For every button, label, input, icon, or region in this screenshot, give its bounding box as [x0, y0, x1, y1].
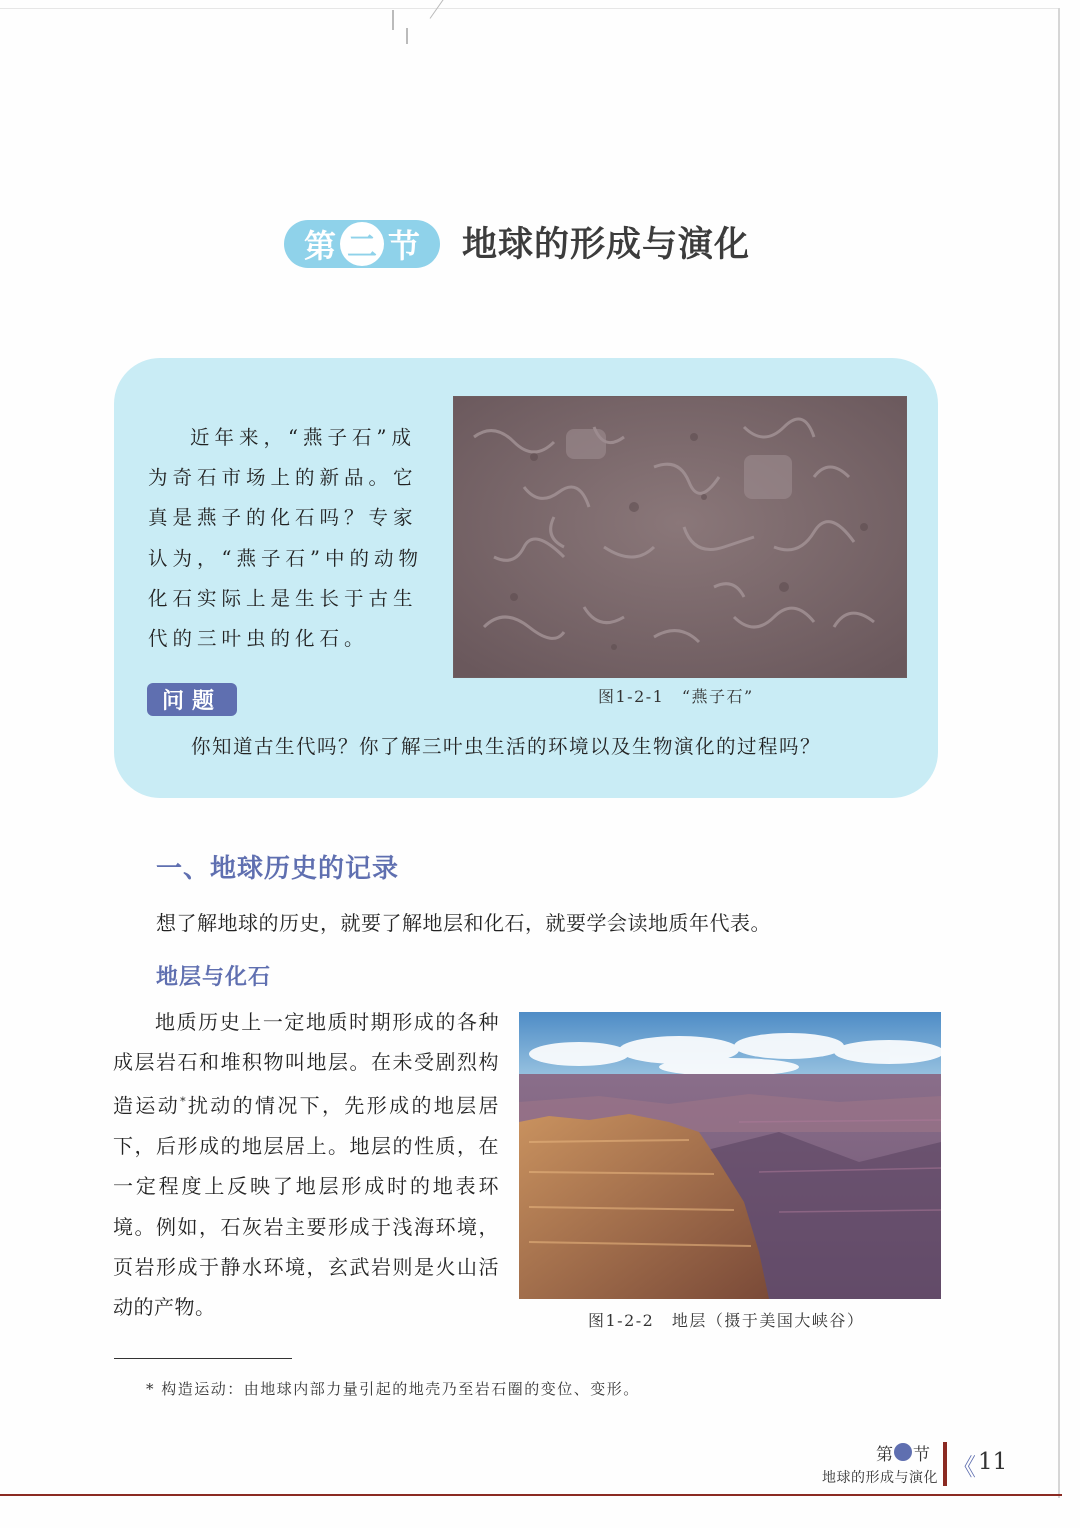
footnote-divider: [114, 1358, 292, 1359]
footnote-mark: *: [180, 1095, 187, 1109]
figure-caption: 图1-2-1 “燕子石”: [598, 687, 754, 706]
footer-section-label: [876, 1440, 938, 1464]
footer-divider: [943, 1442, 947, 1486]
footer-section-mark-icon: [894, 1443, 912, 1461]
footer-section-suffix: 节: [913, 1444, 930, 1465]
footer-section-prefix: 第: [876, 1444, 893, 1465]
footer-title: 地球的形成与演化: [822, 1470, 938, 1486]
section-intro: 想了解地球的历史，就要了解地层和化石，就要学会读地质年代表。: [156, 911, 771, 935]
section-heading: 一、地球历史的记录: [156, 854, 400, 884]
intro-text: 近年来，“燕子石”成为奇石市场上的新品。它真是燕子的化石吗？专家认为，“燕子石”中的动物化石实际上是生长于古生代的三叶虫的化石。: [148, 426, 423, 651]
double-chevron-left-icon: 《: [952, 1453, 976, 1481]
question-label: 问题: [147, 683, 237, 716]
section-badge-suffix: 节: [388, 227, 421, 265]
page-right-edge: [1058, 8, 1060, 1498]
page-bottom-rule: [0, 1494, 1062, 1496]
page-title: 地球的形成与演化: [462, 224, 751, 265]
question-text: 你知道古生代吗？你了解三叶虫生活的环境以及生物演化的过程吗？: [191, 735, 822, 758]
subsection-heading: 地层与化石: [156, 965, 272, 990]
scan-mark: [392, 10, 394, 30]
section-badge: [284, 220, 440, 268]
body-paragraph: [113, 1002, 499, 1327]
scan-mark: [406, 28, 408, 44]
body-text-part-2: 扰动的情况下，先形成的地层居下，后形成的地层居上。地层的性质，在一定程度上反映了地层形成时的地表环境。例如，石灰岩主要形成于浅海环境，页岩形成于静水环境，玄武岩则是火山活动的产物。: [113, 1094, 500, 1320]
body-text-part-1: 地质历史上一定地质时期形成的各种成层岩石和堆积物叫地层。在未受剧烈构造运动: [113, 1010, 499, 1119]
figure-caption: 图1-2-2 地层（摄于美国大峡谷）: [588, 1311, 865, 1330]
page-top-edge: [0, 8, 1060, 9]
canyon-photo: [519, 1012, 941, 1299]
section-badge-prefix: 第: [303, 227, 336, 265]
page-number: 11: [978, 1449, 1008, 1475]
footnote: * 构造运动：由地球内部力量引起的地壳乃至岩石圈的变位、变形。: [146, 1380, 640, 1398]
section-number: 二: [340, 222, 384, 266]
fossil-photo: [453, 396, 907, 678]
scan-mark: [430, 0, 458, 19]
